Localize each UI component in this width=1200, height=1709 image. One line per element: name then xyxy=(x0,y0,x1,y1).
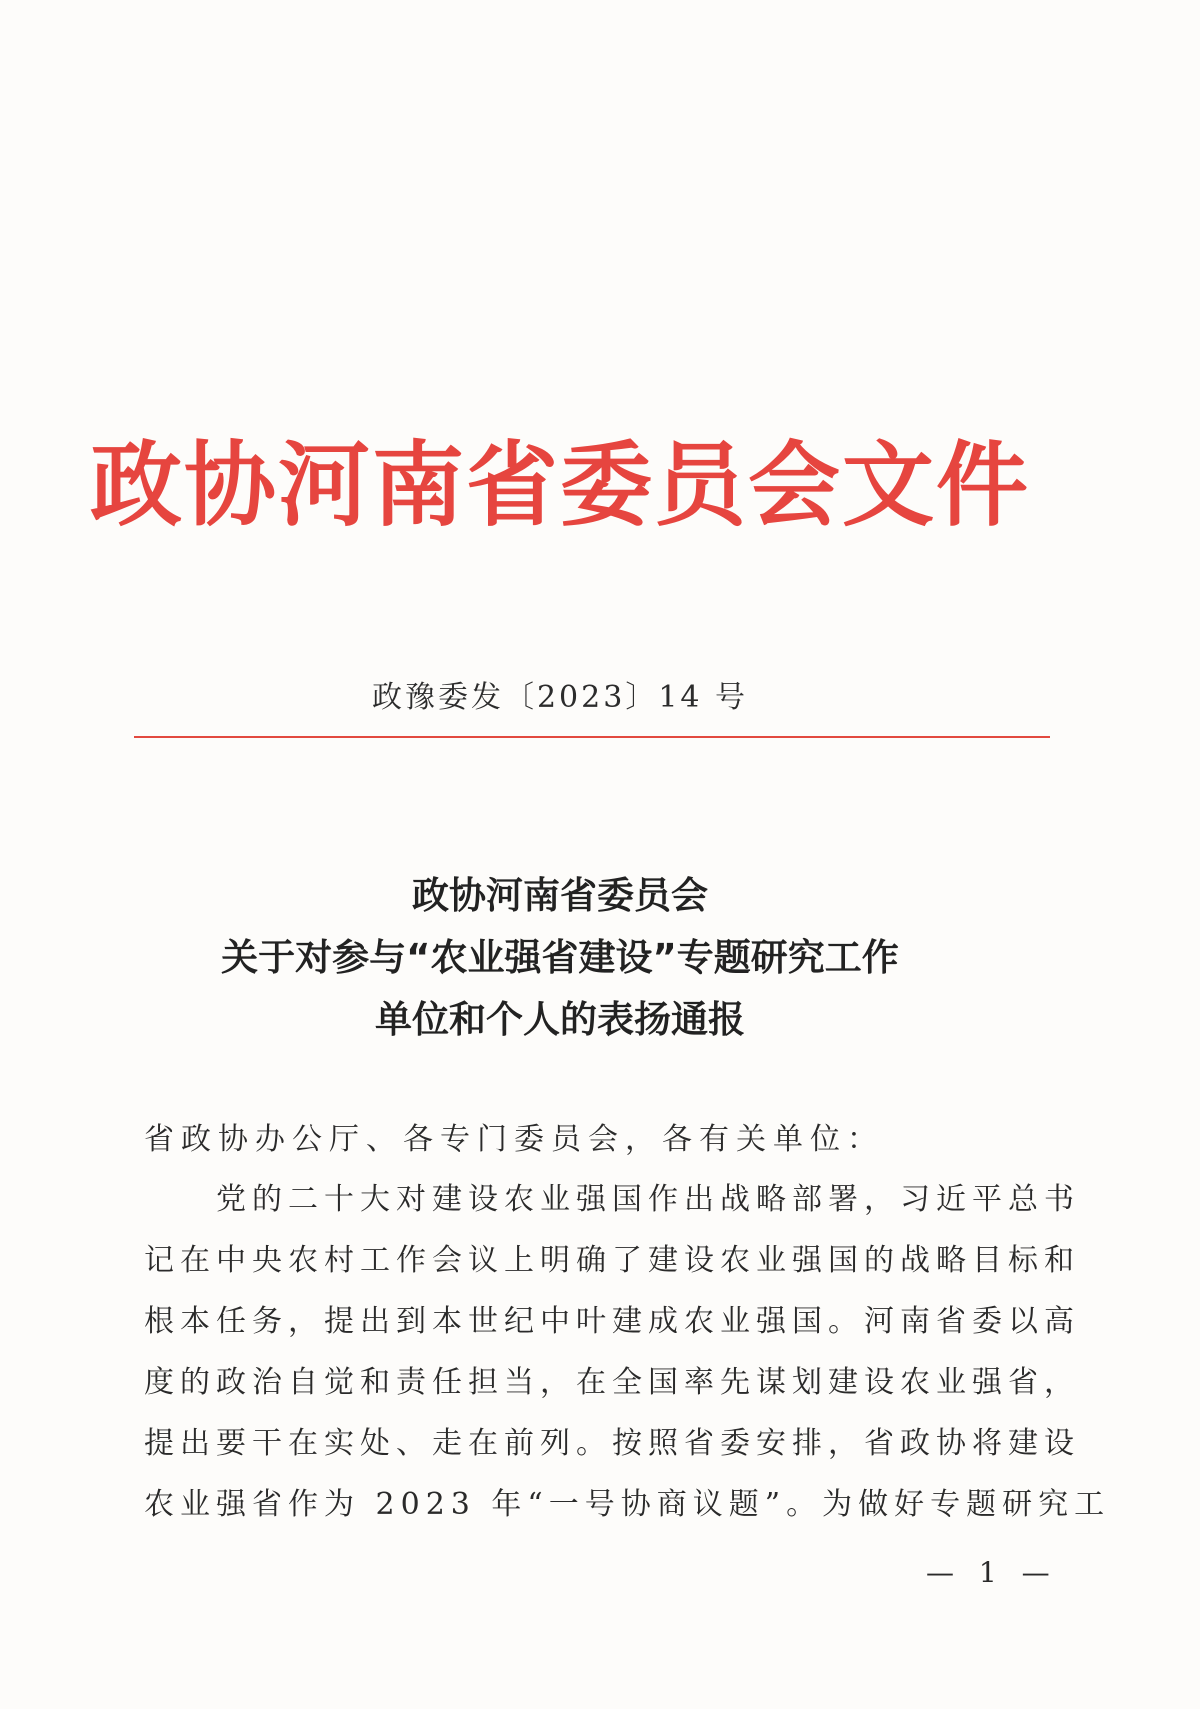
body-text-line-4: 度的政治自觉和责任担当，在全国率先谋划建设农业强省， xyxy=(144,1365,1080,1400)
document-title-line-3: 单位和个人的表扬通报 xyxy=(375,998,745,1041)
body-text-line-1: 党的二十大对建设农业强国作出战略部署，习近平总书 xyxy=(144,1182,1080,1217)
document-number: 政豫委发〔2023〕14 号 xyxy=(371,680,749,715)
salutation: 省政协办公厅、各专门委员会，各有关单位： xyxy=(144,1122,884,1157)
body-text-line-5: 提出要干在实处、走在前列。按照省委安排，省政协将建设 xyxy=(144,1426,1080,1461)
document-title-line-2: 关于对参与“农业强省建设”专题研究工作 xyxy=(221,936,899,979)
body-text-line-6: 农业强省作为 2023 年“一号协商议题”。为做好专题研究工 xyxy=(144,1487,1111,1522)
document-header-title: 政协河南省委员会文件 xyxy=(89,432,1030,539)
document-title xyxy=(0,865,1120,1051)
page-number: — 1 — xyxy=(926,1556,1058,1589)
body-text-line-2: 记在中央农村工作会议上明确了建设农业强国的战略目标和 xyxy=(144,1243,1080,1278)
document-title-line-1: 政协河南省委员会 xyxy=(412,874,708,917)
body-text-line-3: 根本任务，提出到本世纪中叶建成农业强国。河南省委以高 xyxy=(144,1304,1080,1339)
red-divider-line xyxy=(134,736,1050,738)
